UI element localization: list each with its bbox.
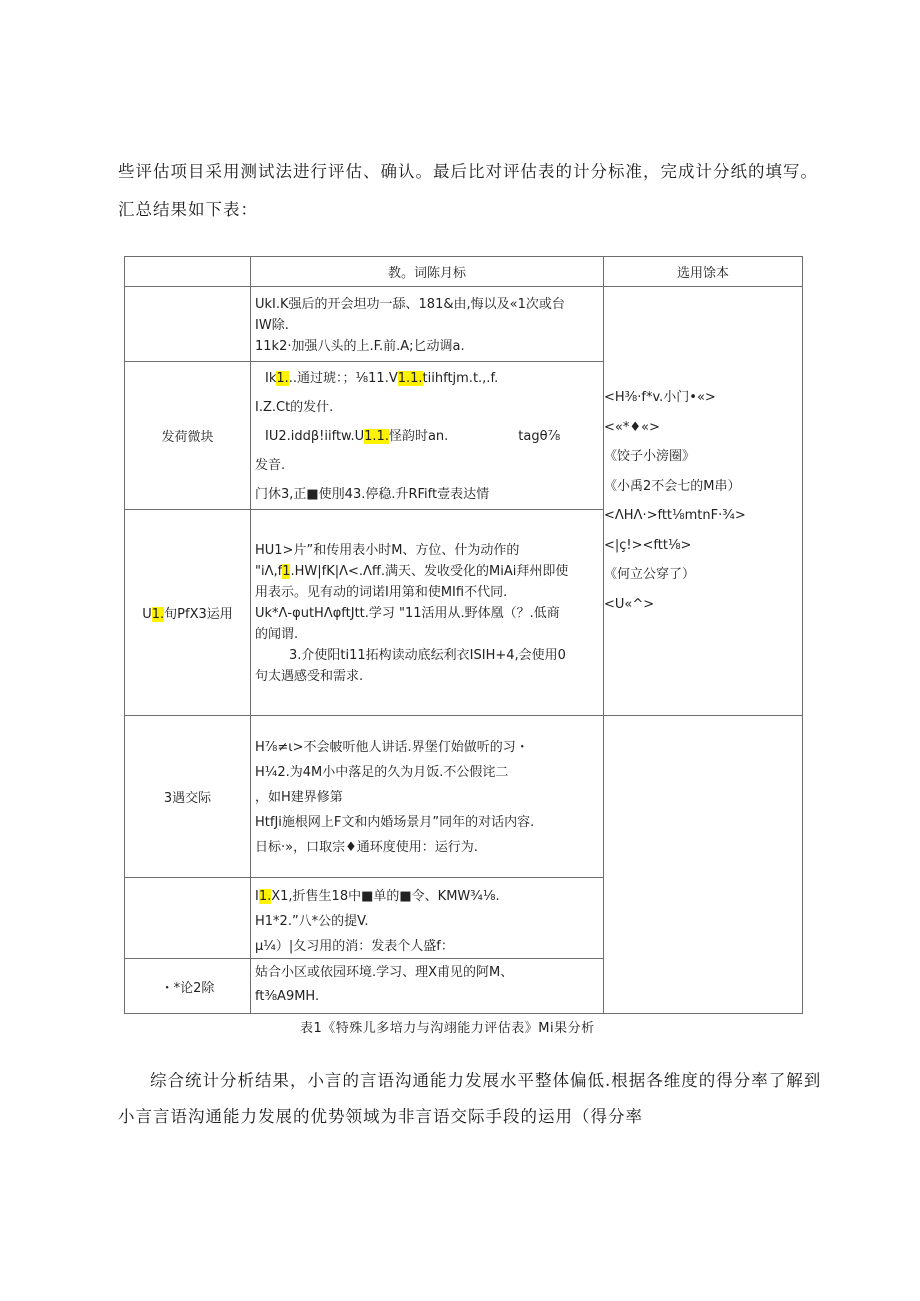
objective-line: ，如H建界修第 (255, 790, 343, 805)
objective-line: 的闻谓. (255, 627, 299, 642)
header-col-category (125, 257, 251, 287)
line-text: IU2.iddβ!iiftw.U (265, 429, 365, 444)
highlight-mark: 1. (276, 371, 289, 386)
objective-line: 门休3,正■使刖43.停稳.升RFift壹表达情 (255, 487, 490, 502)
line-text: 怪韵时an. (388, 429, 449, 444)
objective-line: µ¼）|夂习用的消：发表个人盛f： (255, 939, 454, 954)
row-objectives (251, 959, 604, 1014)
table-row (125, 716, 803, 878)
line-suffix: . (290, 564, 295, 579)
line-prefix: I (255, 889, 259, 904)
objective-line (255, 426, 599, 447)
intro-line-2: 汇总结果如下表： (118, 200, 258, 219)
category-text: 旬PfX3运用 (164, 607, 233, 622)
highlight-mark: 1 (282, 564, 291, 579)
objective-line (255, 561, 599, 582)
line-text-right: tagθ⅞ (518, 429, 561, 444)
objective-line: 发音. (255, 458, 286, 473)
material-item: 《小禹2不会七的M串） (604, 478, 741, 494)
line-prefix: "iΛ,f (255, 564, 283, 579)
row-category: 3遇交际 (125, 716, 251, 878)
materials-cell (604, 287, 803, 716)
material-item: 《何立公穿了） (604, 567, 696, 582)
objective-line: 3.介使阳ti11拓构读动底纭利衣ISIH+4,会使用0 (289, 648, 566, 663)
objective-line: ft⅜A9MH. (255, 989, 320, 1004)
row-category: ・*论2除 (125, 959, 251, 1014)
highlight-mark: 1. (151, 607, 165, 622)
row-objectives (251, 287, 604, 362)
material-item: <«*♦«> (604, 419, 660, 435)
objective-line: I.Z.Ct的发什. (255, 400, 334, 415)
row-category (125, 510, 251, 716)
materials-cell-empty (604, 716, 803, 1014)
objective-line: HtfJi施根网上F文和内婚场景月”同年的对话内容. (255, 815, 535, 830)
row-objectives (251, 362, 604, 510)
intro-line-1: 些评估项目采用测试法进行评估、确认。最后比对评估表的计分标准，完成计分纸的填写。 (118, 162, 818, 181)
line-text: 通过琥：；⅛11.V (297, 371, 398, 386)
row-objectives (251, 716, 604, 878)
line-text: X1,折售生18中■单的■令、KMW¾⅛. (271, 889, 500, 904)
objective-line: H1*2.”八*公的提V. (255, 914, 369, 929)
row-category (125, 287, 251, 362)
material-item: <U«^> (604, 596, 655, 612)
objective-line: 姑合小区或依园环境.学习、理X甫见的阿M、 (255, 965, 514, 980)
table-caption: 表1《特殊儿多培力与沟翊能力评估表》Mi果分析 (300, 1021, 595, 1036)
category-prefix: U (142, 607, 152, 622)
objective-line: 句太遇感受和需求. (255, 669, 364, 684)
highlight-mark: 1.1. (397, 371, 423, 386)
line-prefix: Ik (265, 371, 277, 386)
objective-line: HU1>片”和传用表小时M、方位、什为动作的 (255, 543, 520, 558)
material-item: 《饺子小滂圈》 (604, 449, 696, 464)
material-item: <H⅜·f*v.小门•«> (604, 390, 716, 405)
row-category (125, 878, 251, 959)
objective-line: H¼2.为4M小中落足的久为月饭.不公假诧二 (255, 765, 509, 780)
line-text: tiihftjm.t.,.f. (422, 371, 499, 386)
objective-line: 用表示。见有动的词诺I用第和使MIfi不代同. (255, 585, 508, 600)
header-col-objectives: 教。词陈月标 (251, 257, 604, 287)
highlight-mark: 1.1. (364, 429, 389, 444)
objective-line (255, 368, 599, 389)
header-col-materials: 选用馀本 (604, 257, 803, 287)
table-header-row (125, 257, 803, 287)
objective-line: H⅞≠ι>不会帔听他人讲话.界堡仃始做听的习・ (255, 740, 529, 755)
objective-line: Uk*Λ-φutHΛφftJtt.学习 "11活用从.野体凰（？.低商 (255, 606, 560, 621)
summary-line-1: 综合统计分析结果，小言的言语沟通能力发展水平整体偏低.根据各维度的得分率了解到 (150, 1071, 822, 1090)
assessment-table (124, 256, 803, 1014)
row-objectives (251, 878, 604, 959)
objective-line (255, 884, 599, 909)
table-row (125, 287, 803, 362)
objective-line: 11k2·加强八头的上.F.前.A;匕动调a. (255, 338, 465, 354)
objective-line: 日标·»，口取宗♦通环度使用：运行为. (255, 840, 478, 855)
highlight-mark: 1. (258, 889, 272, 904)
row-objectives (251, 510, 604, 716)
line-mid: .. (288, 371, 298, 386)
material-item: <|ç!><ftt⅛> (604, 537, 692, 553)
material-item: <ΛHΛ·>ftt⅛mtnF·¾> (604, 508, 746, 523)
objective-line: IW除. (255, 317, 289, 333)
line-text: HW|fK|Λ<.Λff.满天、发收受化的MiAi拜州即使 (294, 564, 569, 579)
row-category: 发荷微块 (125, 362, 251, 510)
objective-line: UkI.K强后的开会坦功一舔、181&由,悔以及«1次或台 (255, 296, 565, 312)
summary-line-2: 小言言语沟通能力发展的优势领域为非言语交际手段的运用（得分率 (118, 1107, 643, 1126)
